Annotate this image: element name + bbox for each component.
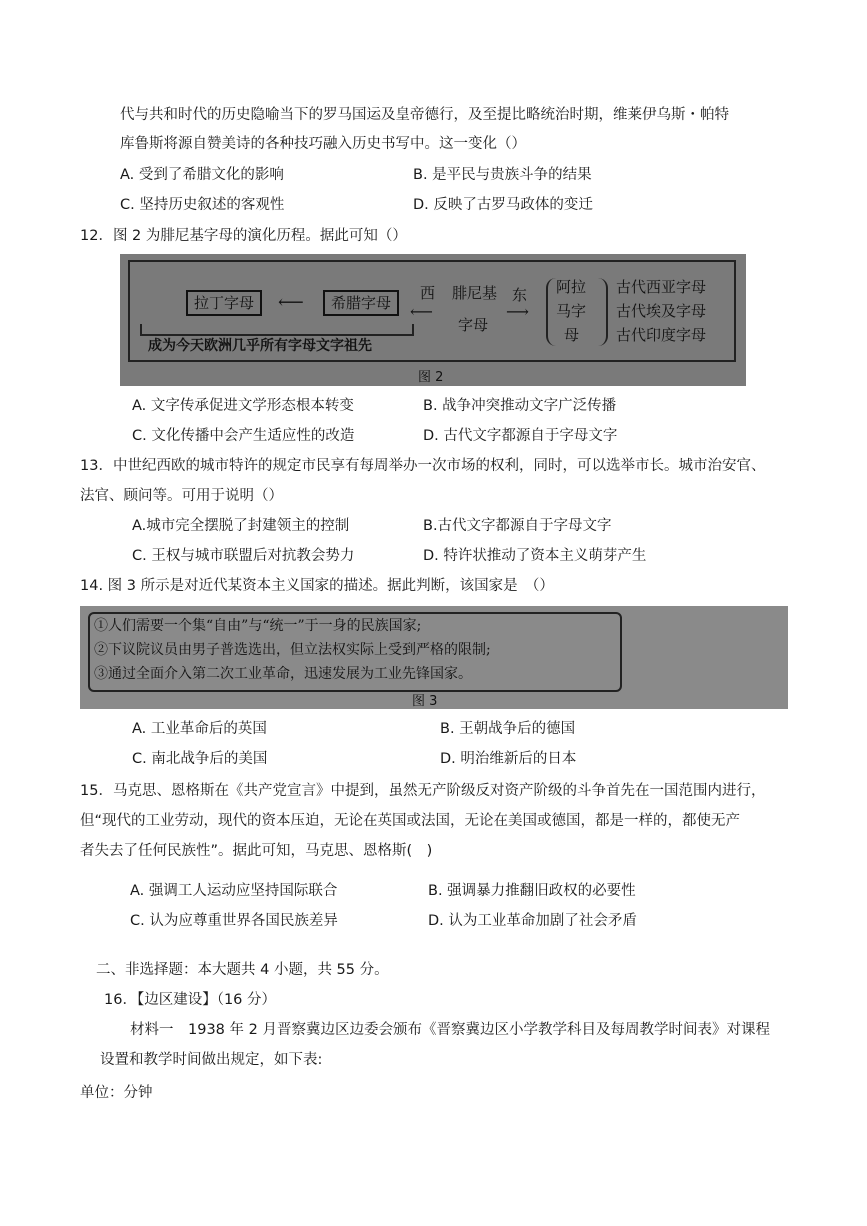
q13-option-d: D. 特许状推动了资本主义萌芽产生: [423, 548, 647, 564]
q13-option-b: B.古代文字都源自于字母文字: [423, 518, 612, 534]
q16-unit-label: 单位：分钟: [80, 1085, 153, 1101]
figure-3-item-1: ①人们需要一个集“自由”与“统一”于一身的民族国家;: [94, 618, 422, 634]
q14-option-c: C. 南北战争后的美国: [132, 751, 268, 767]
q11-option-c: C. 坚持历史叙述的客观性: [120, 197, 285, 213]
arrow-left-small-icon: ⟵: [410, 302, 433, 321]
q12-stem: 12．图 2 为腓尼基字母的演化历程。据此可知（）: [80, 228, 407, 244]
west-asian-alphabet: 古代西亚字母: [616, 278, 707, 296]
q13-stem-line1: 13．中世纪西欧的城市特许的规定市民享有每周举办一次市场的权利，同时，可以选举市长。城市治安官、: [80, 458, 766, 474]
q13-option-c: C. 王权与城市联盟后对抗教会势力: [132, 548, 355, 564]
q15-stem-line2: 但“现代的工业劳动，现代的资本压迫，无论在英国或法国，无论在美国或德国，都是一样的，都使无产: [80, 813, 741, 829]
q12-option-d: D. 古代文字都源自于字母文字: [423, 428, 618, 444]
q16-material-line1: 材料一 1938 年 2 月晋察冀边区边委会颁布《晋察冀边区小学教学科目及每周教学时间表》对课程: [130, 1022, 770, 1038]
q11-option-a: A. 受到了希腊文化的影响: [120, 167, 284, 183]
q15-option-a: A. 强调工人运动应坚持国际联合: [130, 883, 338, 899]
label-east: 东: [512, 286, 528, 304]
q14-stem: 14. 图 3 所示是对近代某资本主义国家的描述。据此判断，该国家是 （）: [80, 578, 554, 594]
phoenician-label-line1: 腓尼基: [452, 284, 498, 302]
label-west: 西: [420, 284, 436, 302]
q15-option-d: D. 认为工业革命加剧了社会矛盾: [428, 913, 637, 929]
q15-stem-line1: 15．马克思、恩格斯在《共产党宣言》中提到，虽然无产阶级反对资产阶级的斗争首先在一国范围内进行，: [80, 783, 766, 799]
q15-option-c: C. 认为应尊重世界各国民族差异: [130, 913, 338, 929]
q14-option-d: D. 明治维新后的日本: [440, 751, 577, 767]
q14-option-a: A. 工业革命后的英国: [132, 721, 267, 737]
q15-option-b: B. 强调暴力推翻旧政权的必要性: [428, 883, 636, 899]
egyptian-alphabet: 古代埃及字母: [616, 302, 707, 320]
q13-option-a: A.城市完全摆脱了封建领主的控制: [132, 518, 350, 534]
figure-3: [80, 606, 788, 709]
q16-material-line2: 设置和教学时间做出规定，如下表:: [100, 1052, 323, 1068]
aramaic-label-line3: 母: [564, 326, 580, 344]
q12-option-c: C. 文化传播中会产生适应性的改造: [132, 428, 355, 444]
section-2-heading: 二、非选择题：本大题共 4 小题，共 55 分。: [96, 962, 389, 978]
q12-option-b: B. 战争冲突推动文字广泛传播: [423, 398, 617, 414]
q11-stem-line1: 代与共和时代的历史隐喻当下的罗马国运及皇帝德行，及至提比略统治时期，维莱伊乌斯・帕特: [120, 107, 729, 123]
q16-title: 16．【边区建设】（16 分）: [104, 992, 277, 1008]
q15-stem-line3: 者失去了任何民族性”。据此可知，马克思、恩格斯( ): [80, 843, 433, 859]
aramaic-label-line2: 马字: [556, 302, 587, 320]
latin-alphabet-box: 拉丁字母: [186, 290, 262, 316]
figure-3-item-2: ②下议院议员由男子普选选出，但立法权实际上受到严格的限制;: [94, 642, 491, 658]
arrow-left-icon: ⟵: [278, 292, 304, 313]
q11-option-d: D. 反映了古罗马政体的变迁: [413, 197, 593, 213]
q13-stem-line2: 法官、顾问等。可用于说明（）: [80, 488, 283, 504]
figure-3-caption: 图 3: [412, 694, 438, 709]
q11-stem-line2: 库鲁斯将源自赞美诗的各种技巧融入历史书写中。这一变化（）: [120, 136, 526, 152]
arrow-right-icon: ⟶: [506, 302, 529, 321]
figure-3-item-3: ③通过全面介入第二次工业革命，迅速发展为工业先锋国家。: [94, 666, 472, 682]
indian-alphabet: 古代印度字母: [616, 326, 707, 344]
greek-alphabet-box: 希腊字母: [323, 290, 399, 316]
figure-2: [120, 254, 746, 386]
q12-option-a: A. 文字传承促进文学形态根本转变: [132, 398, 354, 414]
ancestor-brace: [140, 324, 414, 336]
aramaic-label-line1: 阿拉: [556, 278, 587, 296]
phoenician-label-line2: 字母: [458, 316, 489, 334]
figure-2-caption: 图 2: [418, 370, 444, 385]
ancestor-note: 成为今天欧洲几乎所有字母文字祖先: [148, 338, 372, 354]
q11-option-b: B. 是平民与贵族斗争的结果: [413, 167, 592, 183]
q14-option-b: B. 王朝战争后的德国: [440, 721, 576, 737]
